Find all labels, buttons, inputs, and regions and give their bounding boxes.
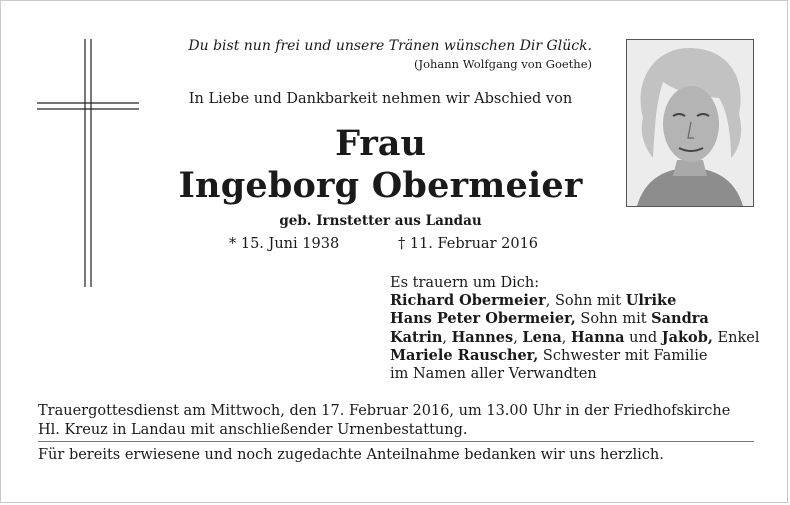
mourner-relation: Sohn mit (575, 311, 652, 328)
intro-text: In Liebe und Dankbarkeit nehmen wir Abschied von (188, 91, 573, 107)
divider (38, 441, 754, 442)
grandchild-name: Hanna (570, 328, 625, 346)
separator: , (442, 329, 452, 346)
mourner-line (390, 310, 780, 328)
service-info (38, 402, 778, 439)
grandchild-name: Lena (522, 328, 562, 346)
death-date: † 11. Februar 2016 (398, 236, 539, 252)
mourner-line (390, 329, 780, 347)
mourner-name: Ulrike (625, 292, 677, 310)
quote-text: Du bist nun frei und unsere Tränen wünschen Dir Glück. (188, 38, 592, 54)
mourner-line (390, 292, 780, 310)
service-line: Hl. Kreuz in Landau mit anschließender Urnenbestattung. (38, 421, 468, 438)
portrait-drawing (627, 40, 753, 206)
separator: , (561, 329, 571, 346)
quote-author: (Johann Wolfgang von Goethe) (413, 57, 592, 71)
mourner-relation: Enkel (712, 329, 760, 346)
mourners-heading: Es trauern um Dich: (390, 275, 540, 291)
mourners-block (390, 274, 780, 383)
separator: und (624, 329, 662, 346)
mourners-closing: im Namen aller Verwandten (390, 366, 597, 383)
grandchild-name: Jakob, (661, 328, 713, 346)
grandchild-name: Katrin (390, 328, 443, 346)
birth-name: geb. Irnstetter aus Landau (279, 213, 482, 229)
mourner-line (390, 347, 780, 365)
service-line: Trauergottesdienst am Mittwoch, den 17. Februar 2016, um 13.00 Uhr in der Friedhofskirche (38, 403, 731, 419)
birth-date: * 15. Juni 1938 (229, 236, 340, 252)
mourner-name: Sandra (651, 310, 709, 328)
cross-icon (37, 39, 139, 287)
portrait-photo (626, 39, 754, 207)
thanks-text: Für bereits erwiesene und noch zugedachte Anteilnahme bedanken wir uns herzlich. (38, 447, 664, 463)
deceased-name: Ingeborg Obermeier (178, 165, 583, 206)
mourner-name: Richard Obermeier (390, 292, 546, 310)
mourner-relation: , Sohn mit (545, 293, 626, 310)
mourner-name: Mariele Rauscher, (390, 346, 539, 364)
mourner-relation: Schwester mit Familie (538, 347, 708, 364)
separator: , (513, 329, 523, 346)
mourner-name: Hans Peter Obermeier, (390, 310, 576, 328)
grandchild-name: Hannes (451, 328, 514, 346)
salutation: Frau (335, 123, 426, 164)
